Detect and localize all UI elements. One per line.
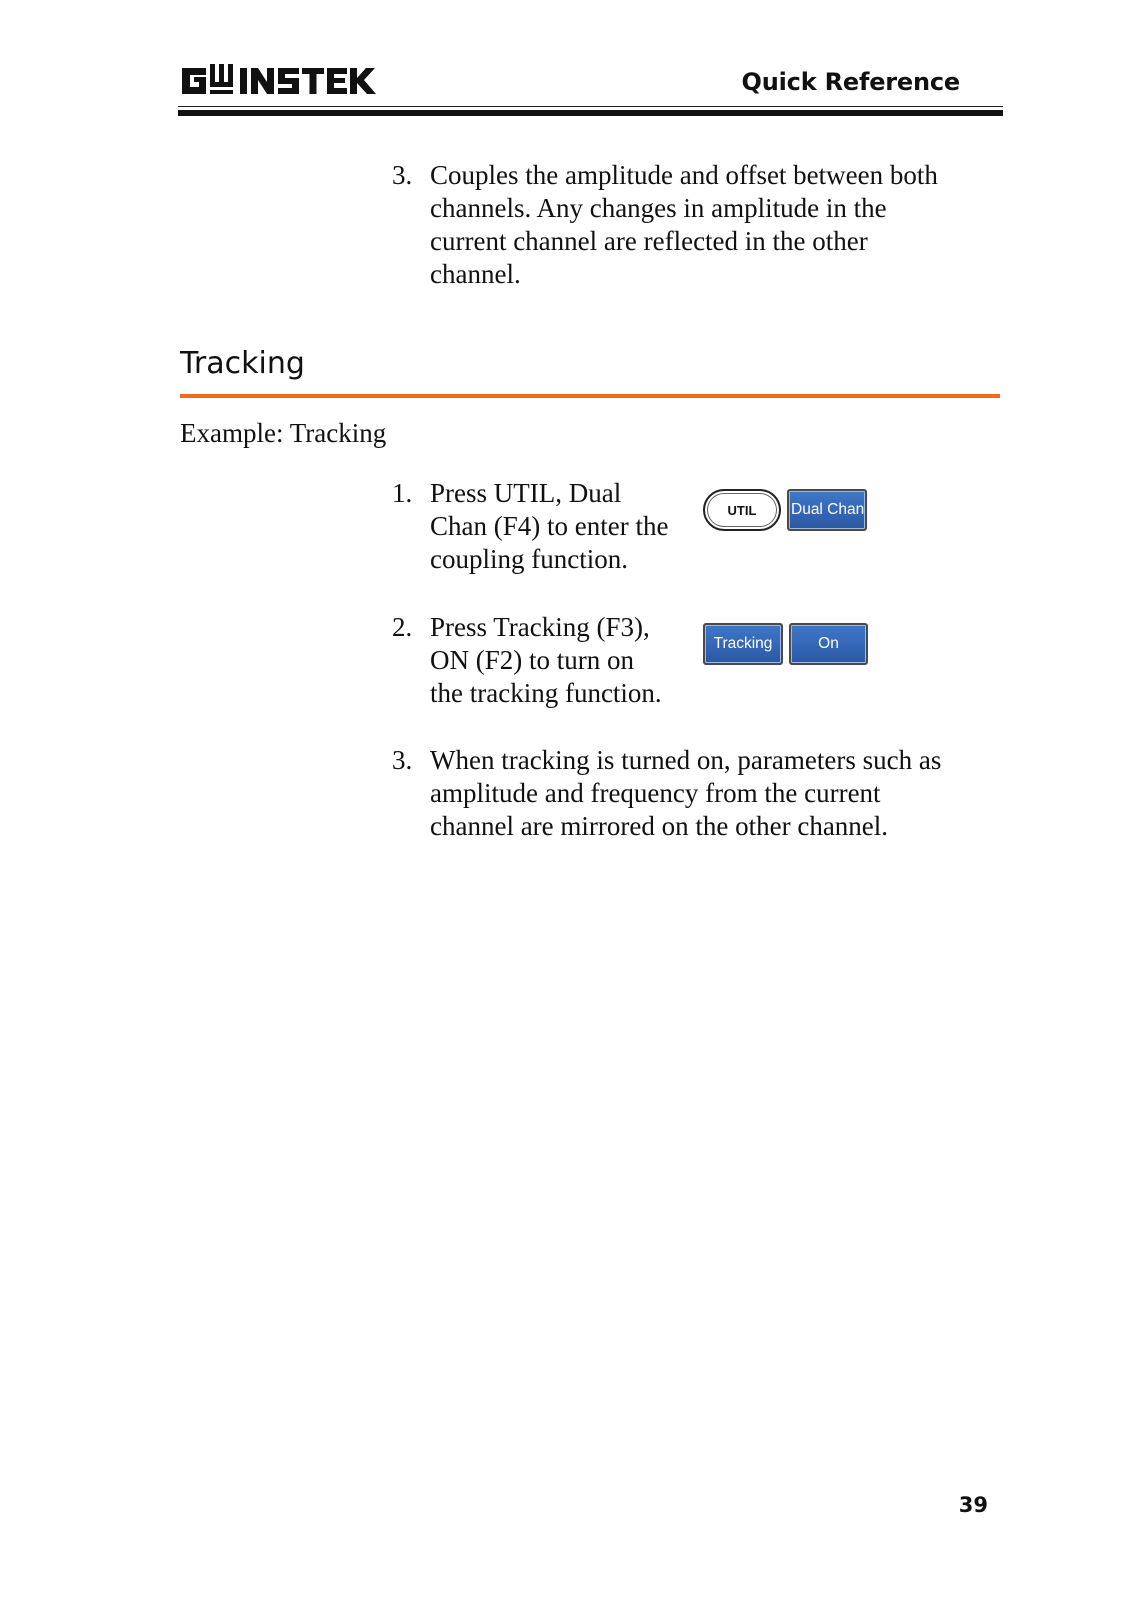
section-divider bbox=[180, 394, 1000, 398]
page-number: 39 bbox=[958, 1493, 988, 1517]
step-number: 3. bbox=[392, 160, 413, 190]
intro-step bbox=[392, 159, 938, 291]
step-text: Press UTIL, Dual Chan (F4) to enter the coupling function. bbox=[430, 478, 669, 574]
step-text: When tracking is turned on, parameters such as amplitude and frequency from the current channel are mirrored on the other channel. bbox=[430, 745, 942, 841]
util-button[interactable]: UTIL bbox=[703, 489, 781, 531]
step-number: 3. bbox=[392, 745, 413, 775]
header-divider-thin bbox=[178, 106, 1003, 107]
header-title: Quick Reference bbox=[741, 68, 960, 96]
step-text: Couples the amplitude and offset between both channels. Any changes in amplitude in the current channel are reflected in the other channel. bbox=[430, 160, 938, 289]
step-number: 1. bbox=[392, 478, 413, 508]
example-label: Example: Tracking bbox=[180, 418, 387, 448]
step-number: 2. bbox=[392, 612, 413, 642]
step-text: Press Tracking (F3), ON (F2) to turn on the tracking function. bbox=[430, 612, 662, 708]
tracking-softkey[interactable]: Tracking bbox=[703, 623, 783, 665]
on-softkey[interactable]: On bbox=[789, 623, 868, 665]
gw-instek-logo bbox=[180, 62, 380, 98]
step-2 bbox=[392, 611, 662, 710]
step-3 bbox=[392, 744, 941, 843]
header-divider-thick bbox=[178, 110, 1003, 116]
dual-chan-softkey[interactable]: Dual Chan bbox=[787, 489, 867, 531]
section-title: Tracking bbox=[180, 346, 305, 381]
step-1 bbox=[392, 477, 668, 576]
